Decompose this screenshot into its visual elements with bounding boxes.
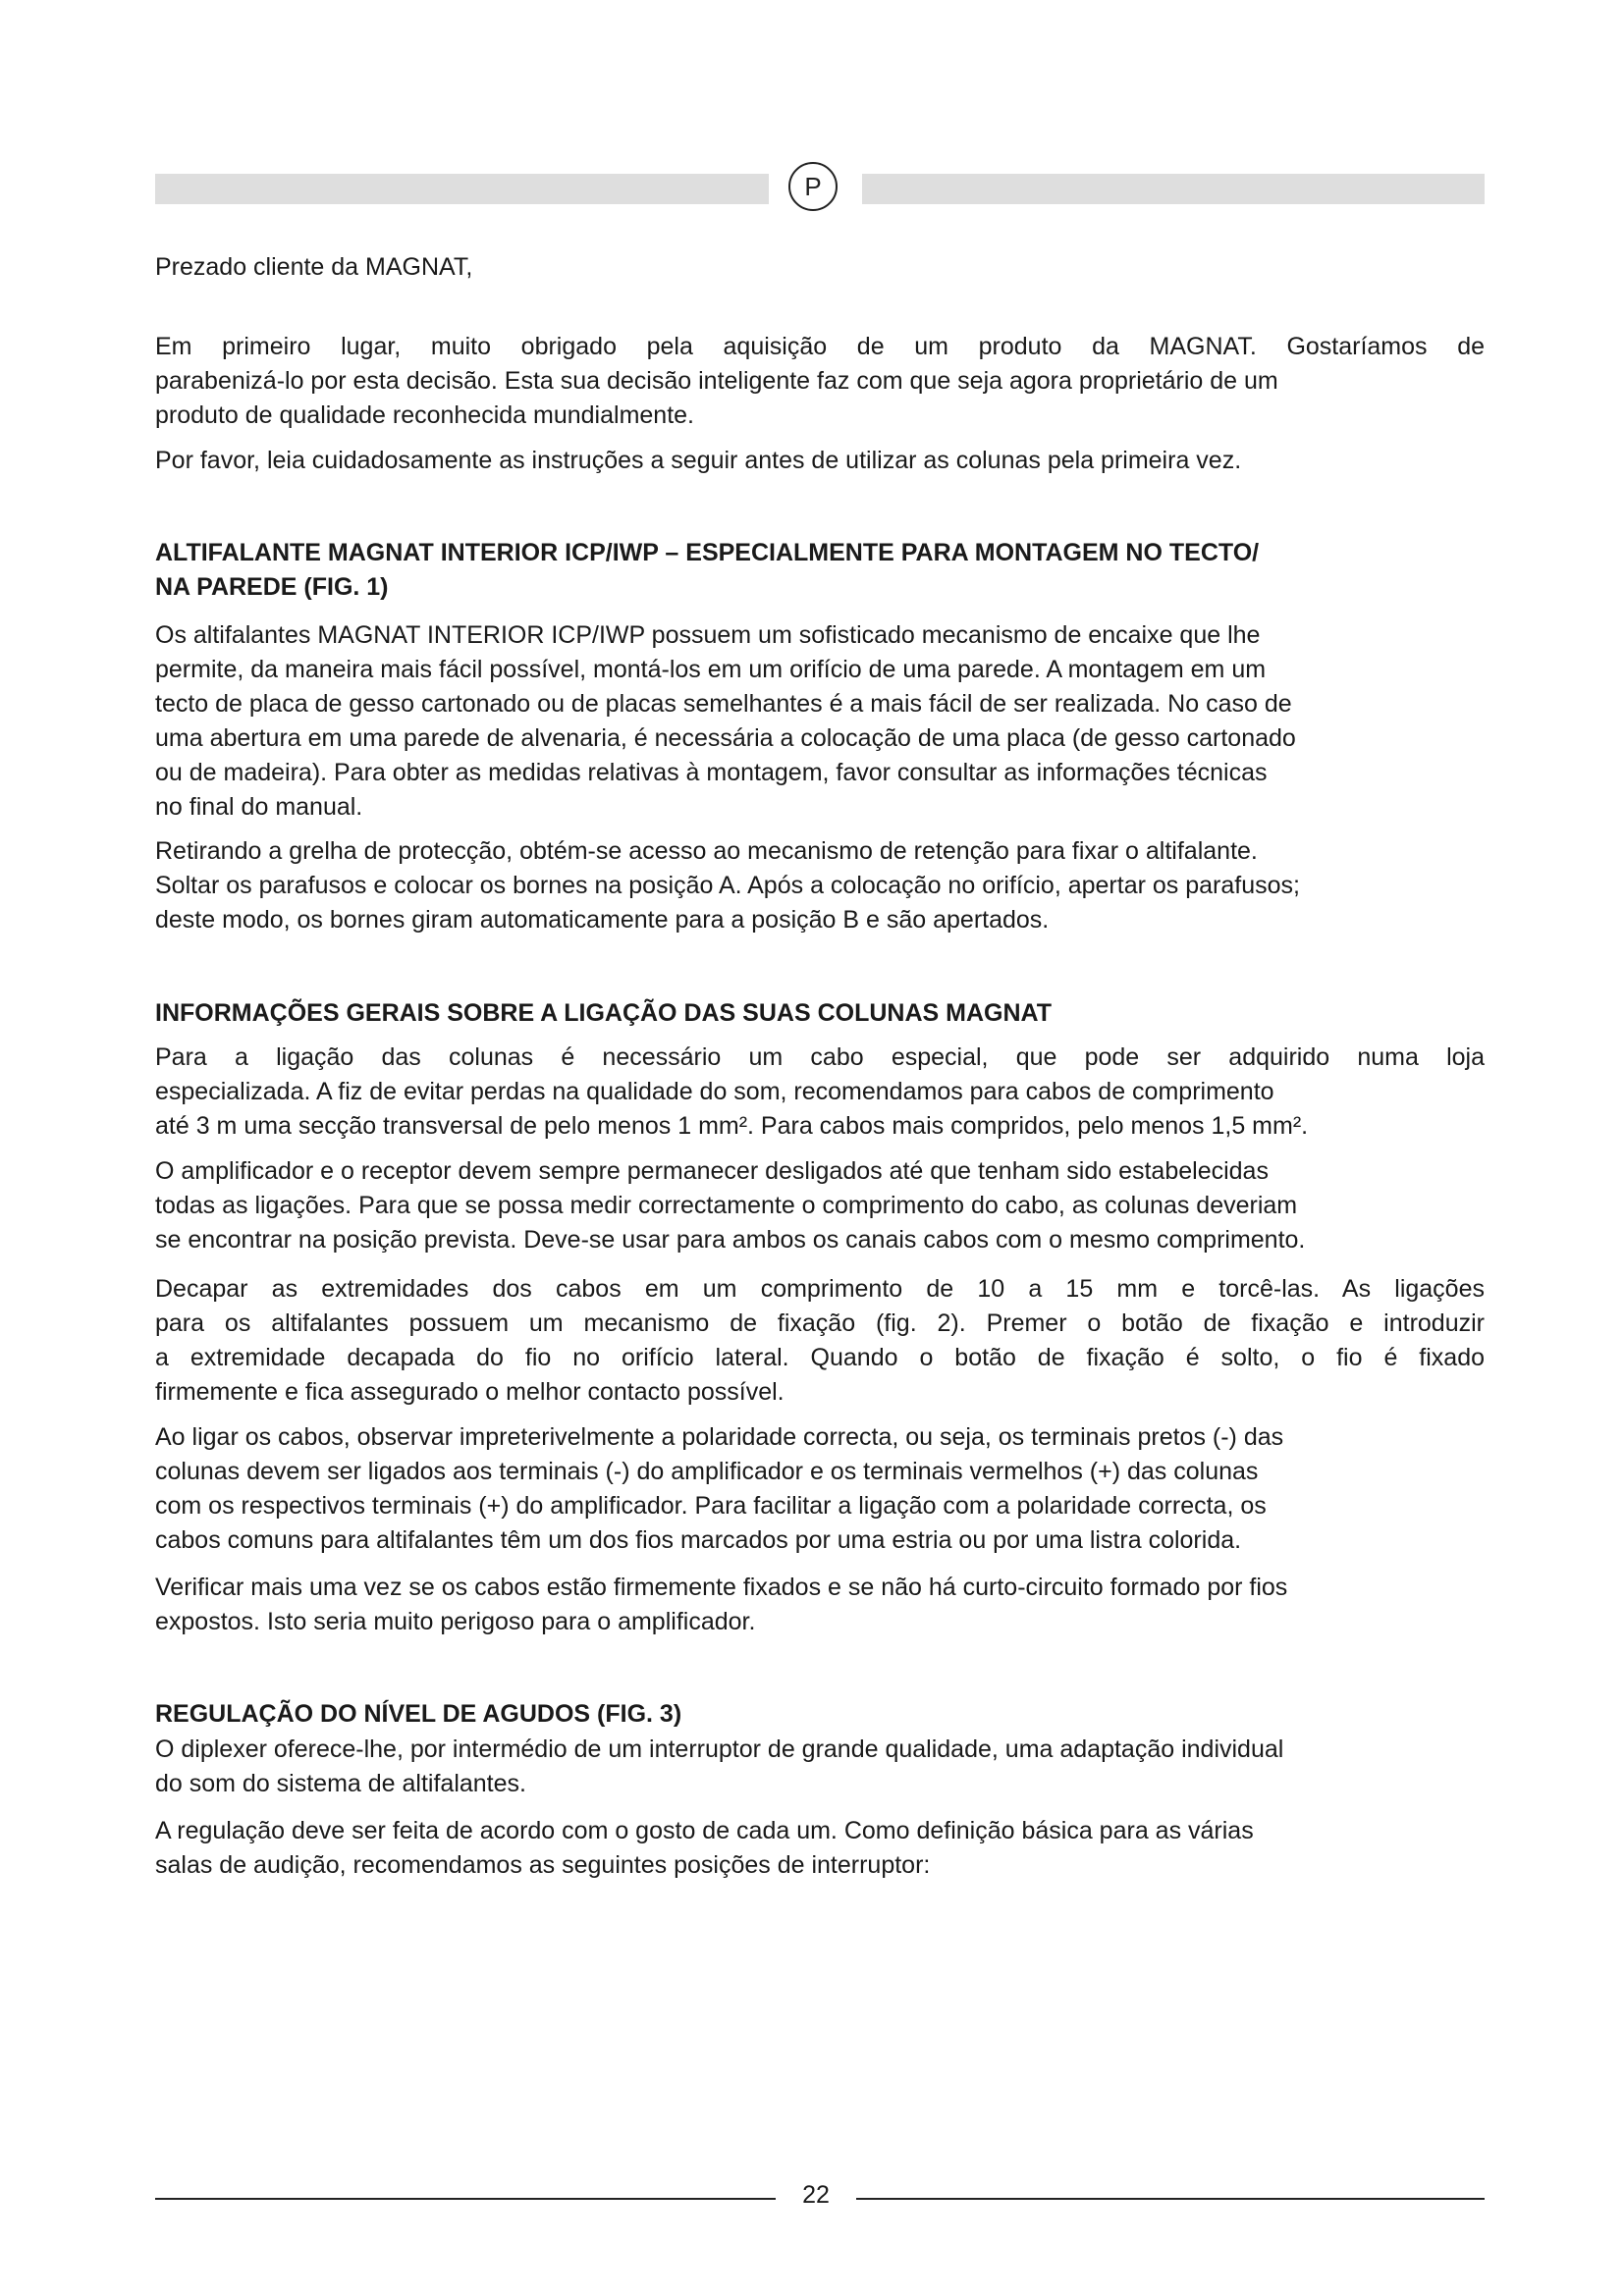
text-line: no final do manual.	[155, 793, 363, 821]
text-line: A regulação deve ser feita de acordo com o gosto de cada um. Como definição básica para as várias	[155, 1817, 1254, 1844]
text-line: INFORMAÇÕES GERAIS SOBRE A LIGAÇÃO DAS SUAS COLUNAS MAGNAT	[155, 999, 1052, 1027]
footer-rule-right	[856, 2198, 1485, 2200]
header-bar-left	[155, 174, 769, 204]
diplexer-paragraph	[155, 1733, 1485, 1801]
text-line: até 3 m uma secção transversal de pelo menos 1 mm². Para cabos mais compridos, pelo menos 1,5 mm².	[155, 1112, 1309, 1140]
text-line: salas de audição, recomendamos as seguintes posições de interruptor:	[155, 1851, 931, 1879]
section-heading-treble	[155, 1697, 1485, 1732]
text-line: tecto de placa de gesso cartonado ou de placas semelhantes é a mais fácil de ser realizada. No caso de	[155, 690, 1292, 718]
header-bar-right	[862, 174, 1485, 204]
text-line: se encontrar na posição prevista. Deve-se usar para ambos os canais cabos com o mesmo comprimento.	[155, 1226, 1306, 1254]
page-number: 22	[802, 2181, 830, 2209]
text-line: O diplexer oferece-lhe, por intermédio de um interruptor de grande qualidade, uma adaptação individual	[155, 1735, 1284, 1763]
text-line: cabos comuns para altifalantes têm um dos fios marcados por uma estria ou por uma listra colorida.	[155, 1526, 1242, 1554]
text-line: especializada. A fiz de evitar perdas na qualidade do som, recomendamos para cabos de comprimento	[155, 1078, 1274, 1105]
text-line: a extremidade decapada do fio no orifício lateral. Quando o botão de fixação é solto, o fio é fixado	[155, 1344, 1485, 1371]
text-line: do som do sistema de altifalantes.	[155, 1770, 526, 1797]
text-line: para os altifalantes possuem um mecanismo de fixação (fig. 2). Premer o botão de fixação e introduzir	[155, 1309, 1485, 1337]
grille-paragraph	[155, 834, 1485, 937]
text-line: REGULAÇÃO DO NÍVEL DE AGUDOS (FIG. 3)	[155, 1700, 682, 1728]
text-line: parabenizá-lo por esta decisão. Esta sua decisão inteligente faz com que seja agora proprietário de um	[155, 367, 1278, 395]
section-heading-mounting	[155, 536, 1485, 605]
text-line: NA PAREDE (FIG. 1)	[155, 573, 389, 601]
text-line: ou de madeira). Para obter as medidas relativas à montagem, favor consultar as informações técnicas	[155, 759, 1268, 786]
read-instructions-paragraph	[155, 444, 1485, 478]
amplifier-off-paragraph	[155, 1154, 1485, 1257]
text-line: Soltar os parafusos e colocar os bornes na posição A. Após a colocação no orifício, apertar os parafusos;	[155, 872, 1300, 899]
text-line: firmemente e fica assegurado o melhor contacto possível.	[155, 1378, 785, 1406]
intro-paragraph	[155, 330, 1485, 433]
text-line: colunas devem ser ligados aos terminais (-) do amplificador e os terminais vermelhos (+) das colunas	[155, 1458, 1259, 1485]
verify-paragraph	[155, 1571, 1485, 1639]
text-line: com os respectivos terminais (+) do amplificador. Para facilitar a ligação com a polaridade correcta, os	[155, 1492, 1267, 1520]
text-line: expostos. Isto seria muito perigoso para o amplificador.	[155, 1608, 756, 1635]
text-line: permite, da maneira mais fácil possível, montá-los em um orifício de uma parede. A montagem em um	[155, 656, 1267, 683]
text-line: Ao ligar os cabos, observar impreterivelmente a polaridade correcta, ou seja, os terminais pretos (-) das	[155, 1423, 1284, 1451]
switch-positions-paragraph	[155, 1814, 1485, 1883]
text-line: ALTIFALANTE MAGNAT INTERIOR ICP/IWP – ESPECIALMENTE PARA MONTAGEM NO TECTO/	[155, 539, 1260, 566]
text-line: Por favor, leia cuidadosamente as instruções a seguir antes de utilizar as colunas pela primeira vez.	[155, 447, 1242, 474]
text-line: Em primeiro lugar, muito obrigado pela aquisição de um produto da MAGNAT. Gostaríamos de	[155, 333, 1485, 360]
text-line: Para a ligação das colunas é necessário um cabo especial, que pode ser adquirido numa loja	[155, 1043, 1485, 1071]
text-line: deste modo, os bornes giram automaticamente para a posição B e são apertados.	[155, 906, 1050, 934]
greeting	[155, 250, 1485, 285]
text-line: Os altifalantes MAGNAT INTERIOR ICP/IWP possuem um sofisticado mecanismo de encaixe que lhe	[155, 621, 1261, 649]
text-line: Prezado cliente da MAGNAT,	[155, 253, 473, 281]
text-line: Verificar mais uma vez se os cabos estão firmemente fixados e se não há curto-circuito formado por fios	[155, 1574, 1288, 1601]
text-line: produto de qualidade reconhecida mundialmente.	[155, 401, 694, 429]
text-line: uma abertura em uma parede de alvenaria, é necessária a colocação de uma placa (de gesso cartonado	[155, 724, 1296, 752]
cable-paragraph	[155, 1041, 1485, 1144]
polarity-paragraph	[155, 1420, 1485, 1558]
text-line: Retirando a grelha de protecção, obtém-se acesso ao mecanismo de retenção para fixar o altifalante.	[155, 837, 1258, 865]
strip-wires-paragraph	[155, 1272, 1485, 1410]
footer-rule-left	[155, 2198, 776, 2200]
text-line: O amplificador e o receptor devem sempre permanecer desligados até que tenham sido estabelecidas	[155, 1157, 1269, 1185]
mounting-paragraph	[155, 618, 1485, 825]
language-badge: P	[788, 162, 838, 211]
section-heading-connection	[155, 996, 1485, 1031]
text-line: Decapar as extremidades dos cabos em um comprimento de 10 a 15 mm e torcê-las. As ligações	[155, 1275, 1485, 1303]
text-line: todas as ligações. Para que se possa medir correctamente o comprimento do cabo, as colunas deveriam	[155, 1192, 1298, 1219]
